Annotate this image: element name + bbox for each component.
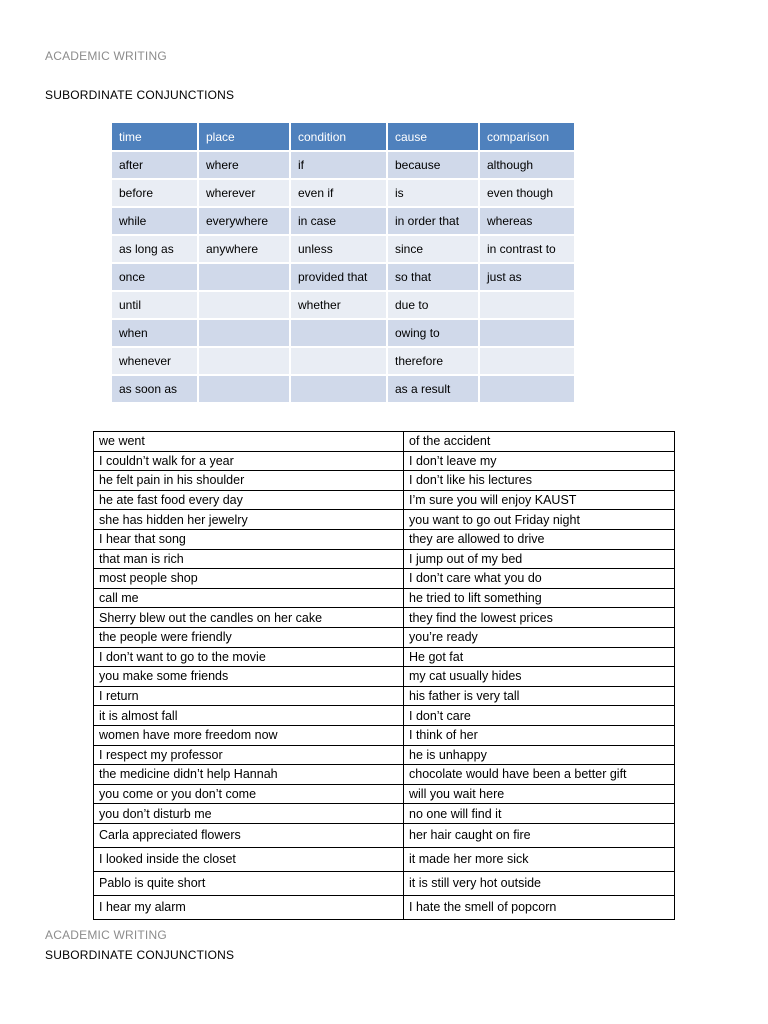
conjunction-cell: in case [291, 208, 386, 236]
conjunction-cell [291, 376, 386, 404]
sub-clause-cell: I’m sure you will enjoy KAUST [404, 490, 675, 510]
clause-row [94, 706, 675, 726]
conjunctions-row [112, 348, 574, 376]
main-clause-cell: you come or you don’t come [94, 784, 404, 804]
sub-clause-cell: he is unhappy [404, 745, 675, 765]
conjunction-cell [199, 264, 289, 292]
main-clause-cell: that man is rich [94, 549, 404, 569]
clause-row [94, 490, 675, 510]
conjunction-cell: as a result [388, 376, 478, 404]
conjunction-cell: is [388, 180, 478, 208]
clause-row [94, 847, 675, 871]
main-clause-cell: the people were friendly [94, 627, 404, 647]
conjunction-cell: although [480, 152, 574, 180]
clause-row [94, 725, 675, 745]
course-title: ACADEMIC WRITING [45, 49, 167, 63]
main-clause-cell: we went [94, 432, 404, 452]
conjunctions-row [112, 320, 574, 348]
conjunction-cell: if [291, 152, 386, 180]
main-clause-cell: women have more freedom now [94, 725, 404, 745]
header-cell-cause: cause [388, 123, 478, 152]
conjunction-cell: unless [291, 236, 386, 264]
conjunctions-row [112, 292, 574, 320]
conjunction-cell: due to [388, 292, 478, 320]
conjunction-cell: where [199, 152, 289, 180]
sub-clause-cell: no one will find it [404, 804, 675, 824]
header-cell-condition: condition [291, 123, 386, 152]
sub-clause-cell: of the accident [404, 432, 675, 452]
main-clause-cell: you don’t disturb me [94, 804, 404, 824]
main-clause-cell: it is almost fall [94, 706, 404, 726]
conjunction-cell: in order that [388, 208, 478, 236]
clause-row [94, 471, 675, 491]
clause-row [94, 549, 675, 569]
main-clause-cell: I return [94, 686, 404, 706]
main-clause-cell: he felt pain in his shoulder [94, 471, 404, 491]
conjunction-cell [480, 348, 574, 376]
sub-clause-cell: I jump out of my bed [404, 549, 675, 569]
main-clause-cell: she has hidden her jewelry [94, 510, 404, 530]
main-clause-cell: Pablo is quite short [94, 871, 404, 895]
sub-clause-cell: you’re ready [404, 627, 675, 647]
clause-row [94, 784, 675, 804]
clause-row [94, 895, 675, 919]
sub-clause-cell: he tried to lift something [404, 588, 675, 608]
conjunction-cell [199, 348, 289, 376]
sub-clause-cell: it made her more sick [404, 847, 675, 871]
conjunction-cell [480, 376, 574, 404]
clause-row [94, 608, 675, 628]
conjunction-cell: before [112, 180, 197, 208]
conjunction-cell: whenever [112, 348, 197, 376]
clause-row [94, 529, 675, 549]
sub-clause-cell: I don’t like his lectures [404, 471, 675, 491]
sub-clause-cell: my cat usually hides [404, 667, 675, 687]
conjunction-cell: whether [291, 292, 386, 320]
conjunction-cell [291, 348, 386, 376]
topic-title: SUBORDINATE CONJUNCTIONS [45, 88, 235, 102]
sub-clause-cell: I don’t leave my [404, 451, 675, 471]
sub-clause-cell: I hate the smell of popcorn [404, 895, 675, 919]
conjunction-cell [199, 376, 289, 404]
clause-row [94, 667, 675, 687]
main-clause-cell: I respect my professor [94, 745, 404, 765]
conjunction-cell: just as [480, 264, 574, 292]
header-cell-place: place [199, 123, 289, 152]
conjunction-cell: in contrast to [480, 236, 574, 264]
conjunction-cell: everywhere [199, 208, 289, 236]
conjunction-cell [199, 292, 289, 320]
conjunction-cell: therefore [388, 348, 478, 376]
main-clause-cell: I looked inside the closet [94, 847, 404, 871]
clause-row [94, 765, 675, 785]
clause-row [94, 432, 675, 452]
header-cell-time: time [112, 123, 197, 152]
conjunction-cell: while [112, 208, 197, 236]
sub-clause-cell: they find the lowest prices [404, 608, 675, 628]
header-cell-comparison: comparison [480, 123, 574, 152]
sub-clause-cell: I don’t care what you do [404, 569, 675, 589]
sub-clause-cell: her hair caught on fire [404, 823, 675, 847]
clauses-table [93, 431, 675, 920]
sub-clause-cell: you want to go out Friday night [404, 510, 675, 530]
conjunctions-table [110, 123, 576, 404]
footer-topic-title: SUBORDINATE CONJUNCTIONS [45, 948, 235, 962]
conjunction-cell: after [112, 152, 197, 180]
main-clause-cell: Carla appreciated flowers [94, 823, 404, 847]
main-clause-cell: I hear my alarm [94, 895, 404, 919]
conjunctions-row [112, 152, 574, 180]
conjunctions-row [112, 264, 574, 292]
conjunction-cell: wherever [199, 180, 289, 208]
conjunctions-header-row [112, 123, 574, 152]
conjunction-cell [199, 320, 289, 348]
clause-row [94, 510, 675, 530]
conjunction-cell: since [388, 236, 478, 264]
conjunctions-row [112, 208, 574, 236]
main-clause-cell: I couldn’t walk for a year [94, 451, 404, 471]
main-clause-cell: Sherry blew out the candles on her cake [94, 608, 404, 628]
main-clause-cell: I don’t want to go to the movie [94, 647, 404, 667]
sub-clause-cell: it is still very hot outside [404, 871, 675, 895]
conjunction-cell: once [112, 264, 197, 292]
sub-clause-cell: He got fat [404, 647, 675, 667]
conjunctions-row [112, 376, 574, 404]
conjunction-cell: whereas [480, 208, 574, 236]
main-clause-cell: most people shop [94, 569, 404, 589]
sub-clause-cell: will you wait here [404, 784, 675, 804]
clause-row [94, 745, 675, 765]
sub-clause-cell: his father is very tall [404, 686, 675, 706]
conjunction-cell: as soon as [112, 376, 197, 404]
main-clause-cell: call me [94, 588, 404, 608]
conjunction-cell: anywhere [199, 236, 289, 264]
clause-row [94, 871, 675, 895]
main-clause-cell: you make some friends [94, 667, 404, 687]
conjunction-cell: even if [291, 180, 386, 208]
clause-row [94, 569, 675, 589]
clause-row [94, 804, 675, 824]
conjunction-cell: because [388, 152, 478, 180]
conjunction-cell [480, 292, 574, 320]
clause-row [94, 823, 675, 847]
sub-clause-cell: I don’t care [404, 706, 675, 726]
conjunction-cell: owing to [388, 320, 478, 348]
clause-row [94, 627, 675, 647]
clause-row [94, 686, 675, 706]
conjunction-cell [291, 320, 386, 348]
clause-row [94, 588, 675, 608]
main-clause-cell: the medicine didn’t help Hannah [94, 765, 404, 785]
conjunction-cell: provided that [291, 264, 386, 292]
sub-clause-cell: they are allowed to drive [404, 529, 675, 549]
main-clause-cell: he ate fast food every day [94, 490, 404, 510]
conjunction-cell: as long as [112, 236, 197, 264]
clause-row [94, 451, 675, 471]
conjunction-cell [480, 320, 574, 348]
footer-course-title: ACADEMIC WRITING [45, 928, 167, 942]
conjunctions-row [112, 180, 574, 208]
sub-clause-cell: chocolate would have been a better gift [404, 765, 675, 785]
clause-row [94, 647, 675, 667]
conjunction-cell: until [112, 292, 197, 320]
conjunction-cell: so that [388, 264, 478, 292]
main-clause-cell: I hear that song [94, 529, 404, 549]
sub-clause-cell: I think of her [404, 725, 675, 745]
conjunction-cell: even though [480, 180, 574, 208]
conjunction-cell: when [112, 320, 197, 348]
conjunctions-row [112, 236, 574, 264]
